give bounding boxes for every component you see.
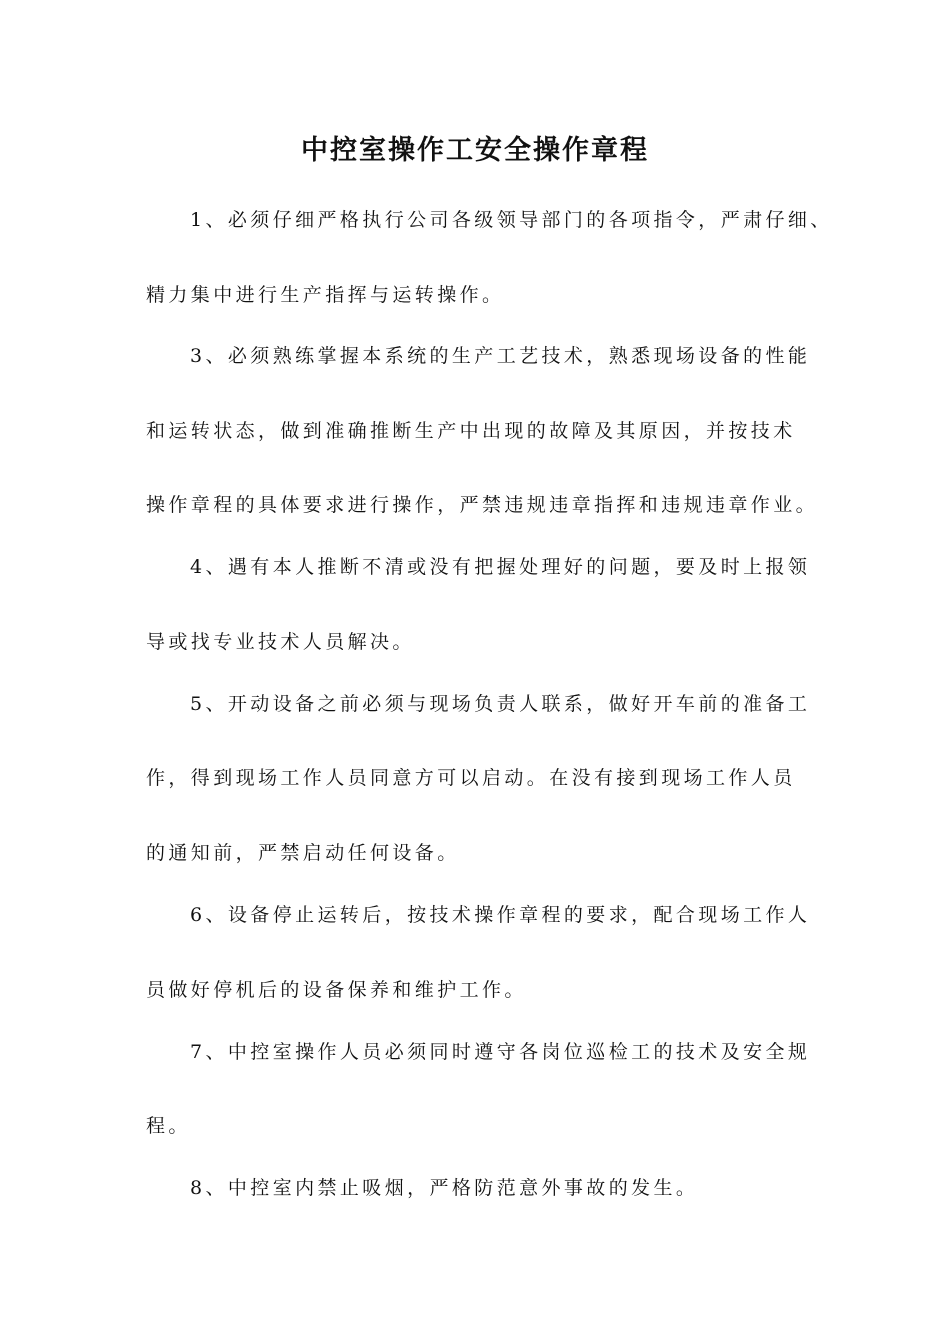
document-title: 中控室操作工安全操作章程 bbox=[301, 135, 649, 166]
rule-4-line-1: 4、遇有本人推断不清或没有把握处理好的问题，要及时上报领 bbox=[190, 556, 811, 578]
rule-8-line-1: 8、中控室内禁止吸烟，严格防范意外事故的发生。 bbox=[190, 1177, 699, 1199]
rule-5-line-1: 5、开动设备之前必须与现场负责人联系，做好开车前的准备工 bbox=[190, 693, 811, 715]
rule-1-line-1: 1、必须仔细严格执行公司各级领导部门的各项指令，严肃仔细、 bbox=[190, 209, 833, 231]
rule-3-line-2: 和运转状态，做到准确推断生产中出现的故障及其原因，并按技术 bbox=[146, 420, 796, 442]
rule-6-line-2: 员做好停机后的设备保养和维护工作。 bbox=[146, 979, 527, 1001]
rule-1-line-2: 精力集中进行生产指挥与运转操作。 bbox=[146, 284, 505, 306]
rule-6-line-1: 6、设备停止运转后，按技术操作章程的要求，配合现场工作人 bbox=[190, 904, 811, 926]
rule-5-line-3: 的通知前，严禁启动任何设备。 bbox=[146, 842, 460, 864]
rule-3-line-3: 操作章程的具体要求进行操作，严禁违规违章指挥和违规违章作业。 bbox=[146, 494, 819, 516]
rule-3-line-1: 3、必须熟练掌握本系统的生产工艺技术，熟悉现场设备的性能 bbox=[190, 345, 811, 367]
rule-7-line-2: 程。 bbox=[146, 1115, 191, 1137]
rule-5-line-2: 作，得到现场工作人员同意方可以启动。在没有接到现场工作人员 bbox=[146, 767, 796, 789]
rule-4-line-2: 导或找专业技术人员解决。 bbox=[146, 631, 415, 653]
rule-7-line-1: 7、中控室操作人员必须同时遵守各岗位巡检工的技术及安全规 bbox=[190, 1041, 811, 1063]
